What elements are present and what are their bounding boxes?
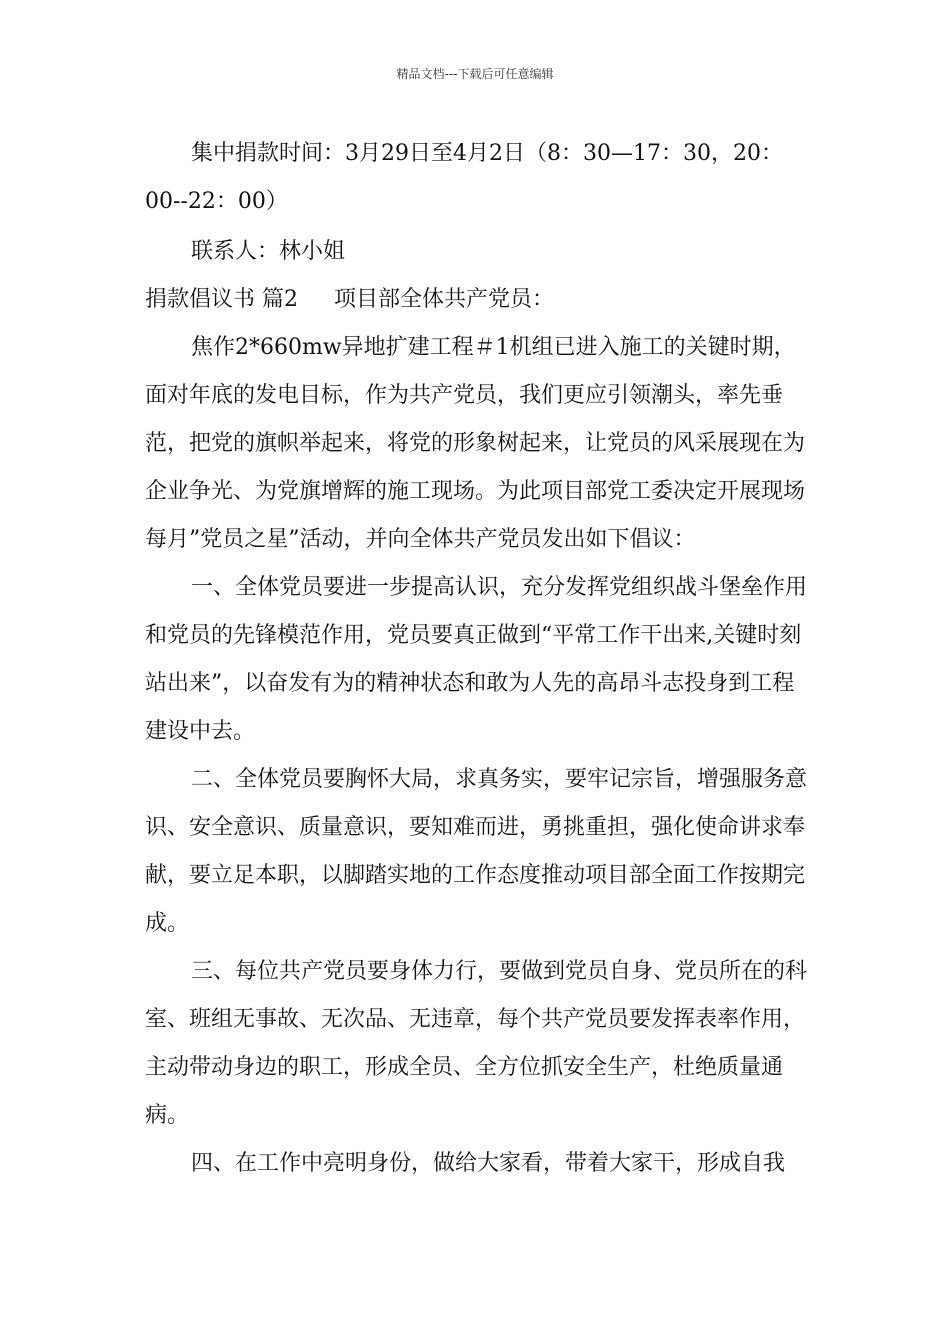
- donation-time: 集中捐款时间：3月29日至4月2日（8：30—17：30，20：00--22：00）: [145, 141, 783, 214]
- paragraph-intro: 焦作2*660mw异地扩建工程＃1机组已进入施工的关键时期，面对年底的发电目标，作为共产党员，我们更应引领潮头，率先垂范，把党的旗帜举起来，将党的形象树起来，让党员的风采展现在为企业争光、为党旗增辉的施工现场。为此项目部党工委决定开展现场每月”党员之星”活动，并向全体共产党员发出如下倡议：: [145, 335, 806, 552]
- document-body: [145, 130, 810, 1188]
- contact-person: 联系人：林小姐: [191, 239, 346, 264]
- paragraph-item-2: 二、全体党员要胸怀大局，求真务实，要牢记宗旨，增强服务意识、安全意识、质量意识，要知难而进，勇挑重担，强化使命讲求奉献，要立足本职，以脚踏实地的工作态度推动项目部全面工作按期完成。: [145, 767, 808, 936]
- section-title-line: [145, 276, 810, 324]
- paragraph-item-4: 四、在工作中亮明身份，做给大家看，带着大家干，形成自我: [191, 1151, 786, 1176]
- section-title: 捐款倡议书 篇2: [145, 287, 298, 312]
- salutation: 项目部全体共产党员：: [334, 287, 555, 312]
- paragraph-item-3: 三、每位共产党员要身体力行，要做到党员自身、党员所在的科室、班组无事故、无次品、无违章，每个共产党员要发挥表率作用，主动带动身边的职工，形成全员、全方位抓安全生产，杜绝质量通病。: [145, 959, 808, 1128]
- paragraph-item-1: 一、全体党员要进一步提高认识，充分发挥党组织战斗堡垒作用和党员的先锋模范作用，党员要真正做到“平常工作干出来,关键时刻站出来”，以奋发有为的精神状态和敢为人先的高昂斗志投身到工程建设中去。: [145, 575, 808, 744]
- page-header: 精品文档---下载后可任意编辑: [396, 67, 554, 81]
